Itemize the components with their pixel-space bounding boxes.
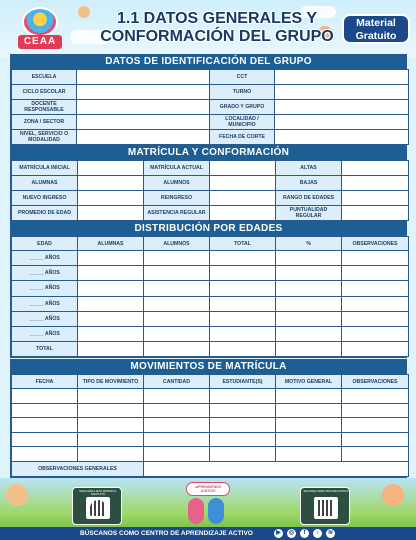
table-row xyxy=(12,161,409,176)
table-cell[interactable] xyxy=(12,432,78,447)
table-row xyxy=(12,191,409,206)
column-header: TIPO DE MOVIMIENTO xyxy=(78,375,144,389)
instagram-icon[interactable]: ◎ xyxy=(288,530,295,536)
qr-card-left[interactable] xyxy=(72,487,122,525)
table-cell[interactable] xyxy=(144,281,210,296)
field-label: NIVEL, SERVICIO O MODALIDAD xyxy=(12,130,77,145)
table-cell[interactable] xyxy=(342,311,409,326)
identification-section xyxy=(10,54,407,146)
column-header: TOTAL xyxy=(210,237,276,251)
field-label: GRADO Y GRUPO xyxy=(210,100,275,115)
table-cell[interactable] xyxy=(276,403,342,418)
table-row xyxy=(12,206,409,221)
table-cell[interactable] xyxy=(144,266,210,281)
table-cell[interactable] xyxy=(78,326,144,341)
heart-qr-icon xyxy=(86,497,110,519)
field-label: ZONA / SECTOR xyxy=(12,115,77,130)
field-input[interactable] xyxy=(77,130,210,145)
table-cell[interactable] xyxy=(144,342,210,357)
field-label: BAJAS xyxy=(276,176,342,191)
table-row xyxy=(12,418,409,433)
child-illustration xyxy=(188,498,204,524)
age-label: _____ AÑOS xyxy=(12,311,78,326)
field-input[interactable] xyxy=(78,191,144,206)
table-cell[interactable] xyxy=(78,389,144,404)
observations-label: OBSERVACIONES GENERALES xyxy=(12,461,144,476)
table-cell[interactable] xyxy=(144,311,210,326)
field-input[interactable] xyxy=(77,70,210,85)
age-label: _____ AÑOS xyxy=(12,326,78,341)
table-cell[interactable] xyxy=(276,266,342,281)
table-cell[interactable] xyxy=(144,296,210,311)
table-cell[interactable] xyxy=(78,403,144,418)
field-input[interactable] xyxy=(342,161,409,176)
enrollment-section xyxy=(10,145,407,222)
table-row xyxy=(12,70,409,85)
field-input[interactable] xyxy=(275,115,409,130)
spotify-icon[interactable]: ≋ xyxy=(327,530,334,536)
free-material-badge xyxy=(342,14,410,44)
section-title: MATRÍCULA Y CONFORMACIÓN xyxy=(11,146,406,160)
field-label: PUNTUALIDAD REGULAR xyxy=(276,206,342,221)
table-cell[interactable] xyxy=(342,389,409,404)
field-label: ASISTENCIA REGULAR xyxy=(144,206,210,221)
field-input[interactable] xyxy=(342,191,409,206)
field-label: CCT xyxy=(210,70,275,85)
table-cell[interactable] xyxy=(342,447,409,462)
table-row xyxy=(12,342,409,357)
table-cell[interactable] xyxy=(144,251,210,266)
field-label: ALTAS xyxy=(276,161,342,176)
section-title: MOVIMIENTOS DE MATRÍCULA xyxy=(11,360,406,374)
table-cell[interactable] xyxy=(144,432,210,447)
table-row xyxy=(12,85,409,100)
badge-line-2: Gratuito xyxy=(355,30,397,42)
table-cell[interactable] xyxy=(12,403,78,418)
field-input[interactable] xyxy=(210,191,276,206)
table-row xyxy=(12,432,409,447)
age-label: _____ AÑOS xyxy=(12,281,78,296)
table-cell[interactable] xyxy=(210,251,276,266)
field-input[interactable] xyxy=(342,176,409,191)
field-input[interactable] xyxy=(275,85,409,100)
table-cell[interactable] xyxy=(342,403,409,418)
table-cell[interactable] xyxy=(210,432,276,447)
enrollment-table xyxy=(11,160,409,221)
table-row xyxy=(12,403,409,418)
table-cell[interactable] xyxy=(276,326,342,341)
youtube-icon[interactable]: ▶ xyxy=(274,529,283,538)
table-cell[interactable] xyxy=(276,447,342,462)
qr-caption: ESCANEA PARA MÁS RECURSOS xyxy=(303,489,349,493)
movements-table xyxy=(11,374,409,477)
table-cell[interactable] xyxy=(210,418,276,433)
field-label: TURNO xyxy=(210,85,275,100)
table-cell[interactable] xyxy=(276,281,342,296)
table-cell[interactable] xyxy=(78,251,144,266)
table-row xyxy=(12,176,409,191)
header-row xyxy=(12,375,409,389)
table-row xyxy=(12,130,409,145)
field-label: LOCALIDAD / MUNICIPIO xyxy=(210,115,275,130)
qr-card-right[interactable] xyxy=(300,487,350,525)
footer-bar xyxy=(0,527,416,540)
table-cell[interactable] xyxy=(342,296,409,311)
table-cell[interactable] xyxy=(144,447,210,462)
table-cell[interactable] xyxy=(144,418,210,433)
field-label: FECHA DE CORTE xyxy=(210,130,275,145)
age-label: _____ AÑOS xyxy=(12,266,78,281)
observations-row xyxy=(12,461,409,476)
table-cell[interactable] xyxy=(342,326,409,341)
age-label: _____ AÑOS xyxy=(12,251,78,266)
field-input[interactable] xyxy=(275,100,409,115)
table-row xyxy=(12,311,409,326)
tiktok-icon[interactable]: ♪ xyxy=(313,529,322,538)
field-label: MATRÍCULA ACTUAL xyxy=(144,161,210,176)
child-illustration xyxy=(6,484,28,506)
field-label: ALUMNOS xyxy=(144,176,210,191)
table-row xyxy=(12,100,409,115)
section-title: DATOS DE IDENTIFICACIÓN DEL GRUPO xyxy=(11,55,406,69)
table-cell[interactable] xyxy=(276,389,342,404)
table-row xyxy=(12,296,409,311)
table-cell[interactable] xyxy=(210,342,276,357)
field-label: PROMEDIO DE EDAD xyxy=(12,206,78,221)
field-label: ALUMNAS xyxy=(12,176,78,191)
table-cell[interactable] xyxy=(342,432,409,447)
table-cell[interactable] xyxy=(342,342,409,357)
field-label: DOCENTE RESPONSABLE xyxy=(12,100,77,115)
table-cell[interactable] xyxy=(342,281,409,296)
age-table xyxy=(11,236,409,357)
column-header: CANTIDAD xyxy=(144,375,210,389)
movements-section xyxy=(10,359,407,478)
child-illustration xyxy=(78,6,90,18)
table-cell[interactable] xyxy=(210,447,276,462)
table-cell[interactable] xyxy=(342,418,409,433)
badge-line-1: Material xyxy=(356,17,396,29)
field-input[interactable] xyxy=(210,161,276,176)
field-label: CICLO ESCOLAR xyxy=(12,85,77,100)
table-cell[interactable] xyxy=(78,418,144,433)
field-label: REINGRESO xyxy=(144,191,210,206)
field-label: RANGO DE EDADES xyxy=(276,191,342,206)
field-input[interactable] xyxy=(275,70,409,85)
table-cell[interactable] xyxy=(276,296,342,311)
field-input[interactable] xyxy=(210,206,276,221)
field-input[interactable] xyxy=(77,115,210,130)
table-cell[interactable] xyxy=(144,403,210,418)
logo-text: CEAA xyxy=(18,35,62,49)
qr-code-icon xyxy=(314,497,338,519)
speech-bubble: ¡APRENDIENDO JUNTOS! xyxy=(186,482,230,496)
facebook-icon[interactable]: f xyxy=(300,529,309,538)
table-cell[interactable] xyxy=(78,342,144,357)
field-label: MATRÍCULA INICIAL xyxy=(12,161,78,176)
identification-table xyxy=(11,69,409,145)
table-cell[interactable] xyxy=(210,266,276,281)
column-header: MOTIVO GENERAL xyxy=(276,375,342,389)
table-cell[interactable] xyxy=(144,326,210,341)
field-label: NUEVO INGRESO xyxy=(12,191,78,206)
table-cell[interactable] xyxy=(12,447,78,462)
column-header: FECHA xyxy=(12,375,78,389)
field-input[interactable] xyxy=(275,130,409,145)
header-row xyxy=(12,237,409,251)
table-row xyxy=(12,326,409,341)
table-row xyxy=(12,281,409,296)
table-cell[interactable] xyxy=(276,418,342,433)
field-input[interactable] xyxy=(342,206,409,221)
footer-text: BÚSCANOS COMO CENTRO DE APRENDIZAJE ACTIVO xyxy=(80,530,253,537)
field-input[interactable] xyxy=(77,100,210,115)
table-cell[interactable] xyxy=(78,311,144,326)
age-distribution-section xyxy=(10,221,407,358)
column-header: ALUMNAS xyxy=(78,237,144,251)
table-cell[interactable] xyxy=(12,389,78,404)
table-cell[interactable] xyxy=(210,281,276,296)
table-cell[interactable] xyxy=(342,266,409,281)
table-cell[interactable] xyxy=(276,251,342,266)
table-cell[interactable] xyxy=(78,266,144,281)
table-row xyxy=(12,389,409,404)
table-cell[interactable] xyxy=(12,418,78,433)
table-row xyxy=(12,266,409,281)
field-input[interactable] xyxy=(78,206,144,221)
field-label: ESCUELA xyxy=(12,70,77,85)
age-label: _____ AÑOS xyxy=(12,296,78,311)
table-cell[interactable] xyxy=(144,389,210,404)
section-title: DISTRIBUCIÓN POR EDADES xyxy=(11,222,406,236)
table-cell[interactable] xyxy=(210,311,276,326)
table-cell[interactable] xyxy=(78,447,144,462)
qr-caption: DESCARGA MÁS MATERIAL GRATUITO xyxy=(79,489,117,496)
logo-emblem-icon xyxy=(22,7,58,37)
title-line-1: 1.1 DATOS GENERALES Y xyxy=(116,10,318,27)
table-cell[interactable] xyxy=(276,342,342,357)
ceaa-logo xyxy=(16,7,64,51)
column-header: % xyxy=(276,237,342,251)
title-line-2: CONFORMACIÓN DEL GRUPO xyxy=(100,28,334,45)
field-input[interactable] xyxy=(77,85,210,100)
table-cell[interactable] xyxy=(276,311,342,326)
column-header: ESTUDIANTE(S) xyxy=(210,375,276,389)
field-input[interactable] xyxy=(78,161,144,176)
child-illustration xyxy=(382,484,404,506)
column-header: ALUMNOS xyxy=(144,237,210,251)
child-illustration xyxy=(208,498,224,524)
field-input[interactable] xyxy=(210,176,276,191)
total-label: TOTAL xyxy=(12,342,78,357)
field-input[interactable] xyxy=(78,176,144,191)
column-header: EDAD xyxy=(12,237,78,251)
table-cell[interactable] xyxy=(78,432,144,447)
table-row xyxy=(12,447,409,462)
table-cell[interactable] xyxy=(78,281,144,296)
table-cell[interactable] xyxy=(210,296,276,311)
column-header: OBSERVACIONES xyxy=(342,237,409,251)
table-row xyxy=(12,251,409,266)
table-cell[interactable] xyxy=(78,296,144,311)
page-title xyxy=(92,10,342,46)
table-cell[interactable] xyxy=(342,251,409,266)
table-cell[interactable] xyxy=(210,403,276,418)
table-row xyxy=(12,115,409,130)
table-cell[interactable] xyxy=(276,432,342,447)
observations-input[interactable] xyxy=(144,461,409,476)
table-cell[interactable] xyxy=(210,389,276,404)
table-cell[interactable] xyxy=(210,326,276,341)
column-header: OBSERVACIONES xyxy=(342,375,409,389)
